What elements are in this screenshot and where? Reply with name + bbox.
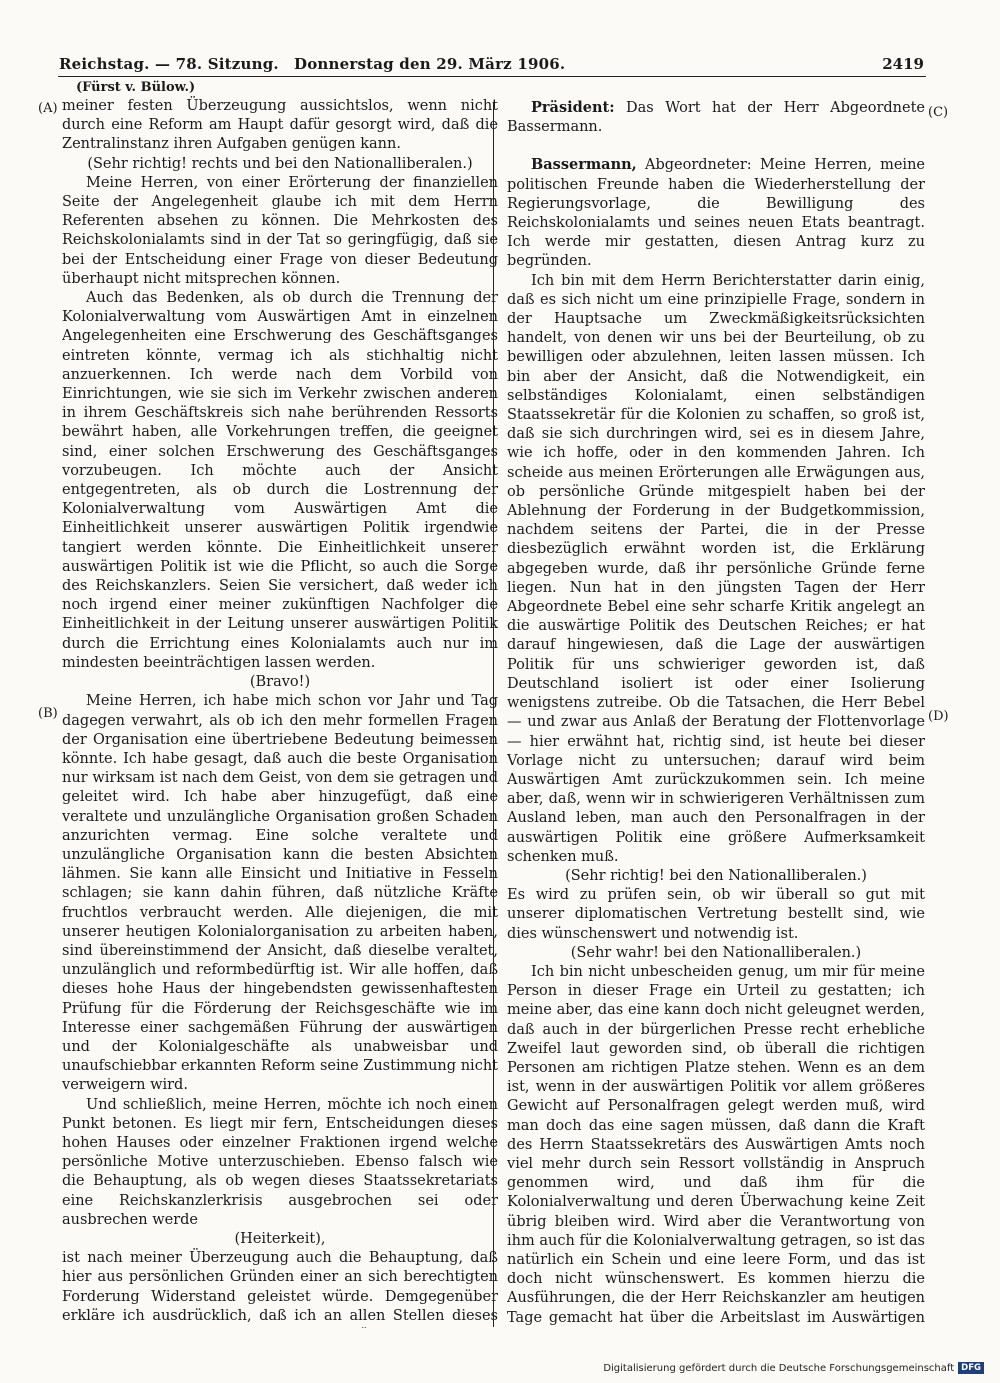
paragraph-text: meiner festen Überzeugung aussichtslos, wenn nicht durch eine Reform am Haupt dafür gesorgt wird, daß die Zentralinstanz ihren Aufgaben genügen kann.	[62, 98, 498, 153]
dfg-logo: DFG	[958, 1362, 984, 1374]
page-number: 2419	[882, 55, 924, 73]
right-column	[507, 80, 925, 1328]
paragraph-text: Ich bin nicht unbescheiden genug, um mir für meine Person in dieser Frage ein Urteil zu gestatten; ich meine aber, das eine kann doch nicht geleugnet werden, daß auch in der bürgerlichen Presse recht erhebliche Zweifel laut geworden sind, ob überall die richtigen Personen am richtigen Platze stehen. Wenn es an dem ist, wenn in der auswärtigen Politik vor allem größeres Gewicht auf Personalfragen gelegt werden muß, wird man doch das eine sagen müssen, daß dann die Kraft des Herrn Staatssekretärs des Auswärtigen Amts noch viel mehr durch sein Ressort vollständig in Anspruch genommen wird, und daß ihm für die Kolonialverwaltung und deren Überwachung keine Zeit übrig bleiben wird. Wird aber die Verantwortung von ihm auch für die Kolonialverwaltung getragen, so ist das natürlich ein Schein und eine leere Form, und das ist doch nicht wünschenswert. Es kommen hierzu die Ausführungen, die der Herr Reichskanzler am heutigen Tage gemacht hat über die Arbeitslast im Auswärtigen	[507, 963, 925, 1326]
paragraph-text: Das Wort hat der Herr Abgeordnete Bassermann.	[507, 100, 925, 136]
paragraph-text: Und schließlich, meine Herren, möchte ich noch einen Punkt betonen. Es liegt mir fern, Entscheidungen dieses hohen Hauses oder einzelner Fraktionen irgend welche persönliche Motive unterzuschieben. Ebenso falsch wie die Behauptung, als ob wegen dieses Staatssekretariats eine Reichskanzlerkrisis ausgebrochen sei oder ausbrechen werde	[62, 1096, 498, 1228]
margin-marker-b: (B)	[38, 706, 58, 721]
paragraph-text: (Heiterkeit),	[234, 1230, 326, 1247]
paragraph-text: (Bravo!)	[249, 674, 311, 691]
paragraph	[62, 289, 498, 673]
paragraph-text: (Sehr richtig! bei den Nationalliberalen.)	[565, 867, 867, 884]
speaker-name: Bassermann,	[531, 156, 637, 174]
paragraph-text: Ich bin mit dem Herrn Berichterstatter darin einig, daß es sich nicht um eine prinzipielle Frage, sondern in der Hauptsache um Zweckmäßigkeitsrücksichten handelt, von denen wir uns bei der Beurteilung, ob zu bewilligen oder abzulehnen, leiten lassen müssen. Ich bin aber der Ansicht, daß die Notwendigkeit, ein selbständiges Kolonialamt, einen selbständigen Staatssekretär für die Kolonien zu schaffen, so groß ist, daß sie sich durchringen wird, sei es in diesem Jahre, wie ich hoffe, oder in den kommenden Jahren. Ich scheide aus meinen Erörterungen alle Erwägungen aus, ob persönliche Gründe mitgespielt haben bei der Ablehnung der Forderung in der Budgetkommission, nachdem seitens der Partei, die in der Presse diesbezüglich erwähnt worden ist, die Erklärung abgegeben wurde, daß ihr persönliche Gründe ferne liegen. Nun hat in den jüngsten Tagen der Herr Abgeordnete Bebel eine sehr scharfe Kritik angelegt an die auswärtige Politik des Deutschen Reiches; er hat darauf hingewiesen, daß die Lage der auswärtigen Politik für uns schwieriger geworden ist, daß Deutschland isoliert ist oder einer Isolierung wenigstens zutreibe. Ob die Tatsachen, die Herr Bebel — und zwar aus Anlaß der Beratung der Flottenvorlage — hier erwähnt hat, richtig sind, ist heute bei dieser Vorlage nicht zu untersuchen; darauf wird beim Auswärtigen Amt zurückzukommen sein. Ich meine aber, daß, wenn wir in schwierigeren Verhältnissen zum Ausland leben, man auch den Personalfragen in der auswärtigen Politik eine größere Aufmerksamkeit schenken muß.	[507, 272, 925, 865]
paragraph	[507, 867, 925, 886]
paragraph	[62, 1096, 498, 1230]
left-column-text	[62, 97, 498, 1328]
paragraph	[62, 97, 498, 155]
paragraph	[62, 155, 498, 174]
footer-credit-text: Digitalisierung gefördert durch die Deutsche Forschungsgemeinschaft	[603, 1362, 955, 1374]
paragraph-text: ist nach meiner Überzeugung auch die Behauptung, daß hier aus persönlichen Gründen einer an sich berechtigten Forderung Widerstand geleistet würde. Demgegenüber erkläre ich ausdrücklich, daß ich an allen Stellen dieses	[62, 1250, 498, 1324]
paragraph-text: Auch das Bedenken, als ob durch die Trennung der Kolonialverwaltung vom Auswärtigen Amt in einzelnen Angelegenheiten eine Erschwerung des Geschäftsganges eintreten könnte, vermag ich als stichhaltig nicht anzuerkennen. Ich werde nach dem Vorbild von Einrichtungen, wie sie sich im Verkehr zwischen anderen in ihrem Geschäftskreis sich nahe berührenden Ressorts bewährt haben, alle Vorkehrungen treffen, die geeignet sind, einer solchen Erschwerung des Geschäftsganges vorzubeugen. Ich möchte auch der Ansicht entgegentreten, als ob durch die Lostrennung der Kolonialverwaltung vom Auswärtigen Amt die Einheitlichkeit unserer auswärtigen Politik irgendwie tangiert werden könnte. Die Einheitlichkeit unserer auswärtigen Politik ist wie die Pflicht, so auch die Sorge des Reichskanzlers. Seien Sie versichert, daß weder ich noch irgend einer meiner zukünftigen Nachfolger die Einheitlichkeit in der Leitung unserer auswärtigen Politik durch die Errichtung eines Kolonialamts auch nur im mindesten beeinträchtigen lassen werden.	[62, 290, 498, 671]
paragraph	[507, 272, 925, 867]
paragraph-text: (Sehr wahr! bei den Nationalliberalen.)	[570, 944, 862, 961]
paragraph	[62, 692, 498, 1095]
paragraph-text: Abgeordneter: Meine Herren, meine politischen Freunde haben die Wiederherstellung der Regierungsvorlage, die Bewilligung des Reichskolonialamts und seines neuen Etats beantragt. Ich werde mir gestatten, diesen Antrag kurz zu begründen.	[507, 157, 925, 270]
paragraph	[507, 98, 925, 137]
paragraph-text: Meine Herren, von einer Erörterung der finanziellen Seite der Angelegenheit glaube ich mit dem Herrn Referenten absehen zu können. Die Mehrkosten des Reichskolonialamts sind in der Tat so geringfügig, daß sie bei der Entscheidung einer Frage von dieser Bedeutung überhaupt nicht mitsprechen können.	[62, 174, 498, 287]
speaker-name: Präsident:	[531, 99, 615, 116]
header-date: Donnerstag den 29. März 1906.	[294, 55, 566, 73]
speaker-label: (Fürst v. Bülow.)	[76, 80, 196, 95]
paragraph	[507, 155, 925, 271]
paragraph	[62, 1230, 498, 1249]
paragraph-text: Meine Herren, ich habe mich schon vor Jahr und Tag dagegen verwahrt, als ob ich den mehr formellen Fragen der Organisation eine übertriebene Bedeutung beimessen könnte. Ich habe gesagt, daß auch die beste Organisation nur wirksam ist nach dem Geist, von dem sie getragen und geleitet wird. Ich habe aber hinzugefügt, daß eine veraltete und unzulängliche Organisation großen Schaden anzurichten vermag. Eine solche veraltete und unzulängliche Organisation kann die besten Absichten lähmen. Sie kann alle Einsicht und Initiative in Fesseln schlagen; sie kann dahin führen, daß nützliche Kräfte fruchtlos verbraucht werden. Alle diejenigen, die mit unserer heutigen Kolonialorganisation zu arbeiten haben, sind übereinstimmend der Ansicht, daß dieselbe veraltet, unzulänglich und reformbedürftig ist. Wir alle hoffen, daß dieses hohe Haus der hingebendsten gewissenhaftesten Prüfung für die Förderung der Reichsgeschäfte wie im Interesse einer sachgemäßen Führung der auswärtigen und der Kolonialgeschäfte als unabweisbar und unaufschiebbar erkannten Reform seine Zustimmung nicht verweigern wird.	[62, 693, 498, 1094]
column-divider	[493, 102, 494, 1327]
paragraph	[62, 673, 498, 692]
paragraph-text: (Sehr richtig! rechts und bei den Nationalliberalen.)	[87, 155, 473, 172]
margin-marker-c: (C)	[928, 105, 949, 120]
paragraph	[507, 944, 925, 963]
header-title: Reichstag. — 78. Sitzung.	[59, 55, 279, 73]
right-column-text	[507, 98, 925, 1328]
paragraph	[507, 886, 925, 944]
paragraph-text: Es wird zu prüfen sein, ob wir überall so gut mit unserer diplomatischen Vertretung bestellt sind, wie dies wünschenswert und notwendig ist.	[507, 887, 925, 942]
left-column	[62, 80, 498, 1328]
margin-marker-d: (D)	[928, 709, 949, 724]
margin-marker-a: (A)	[38, 101, 58, 116]
footer-credit	[603, 1362, 984, 1374]
paragraph	[62, 1249, 498, 1328]
paragraph	[62, 174, 498, 289]
paragraph	[507, 963, 925, 1328]
page-header	[58, 53, 926, 77]
